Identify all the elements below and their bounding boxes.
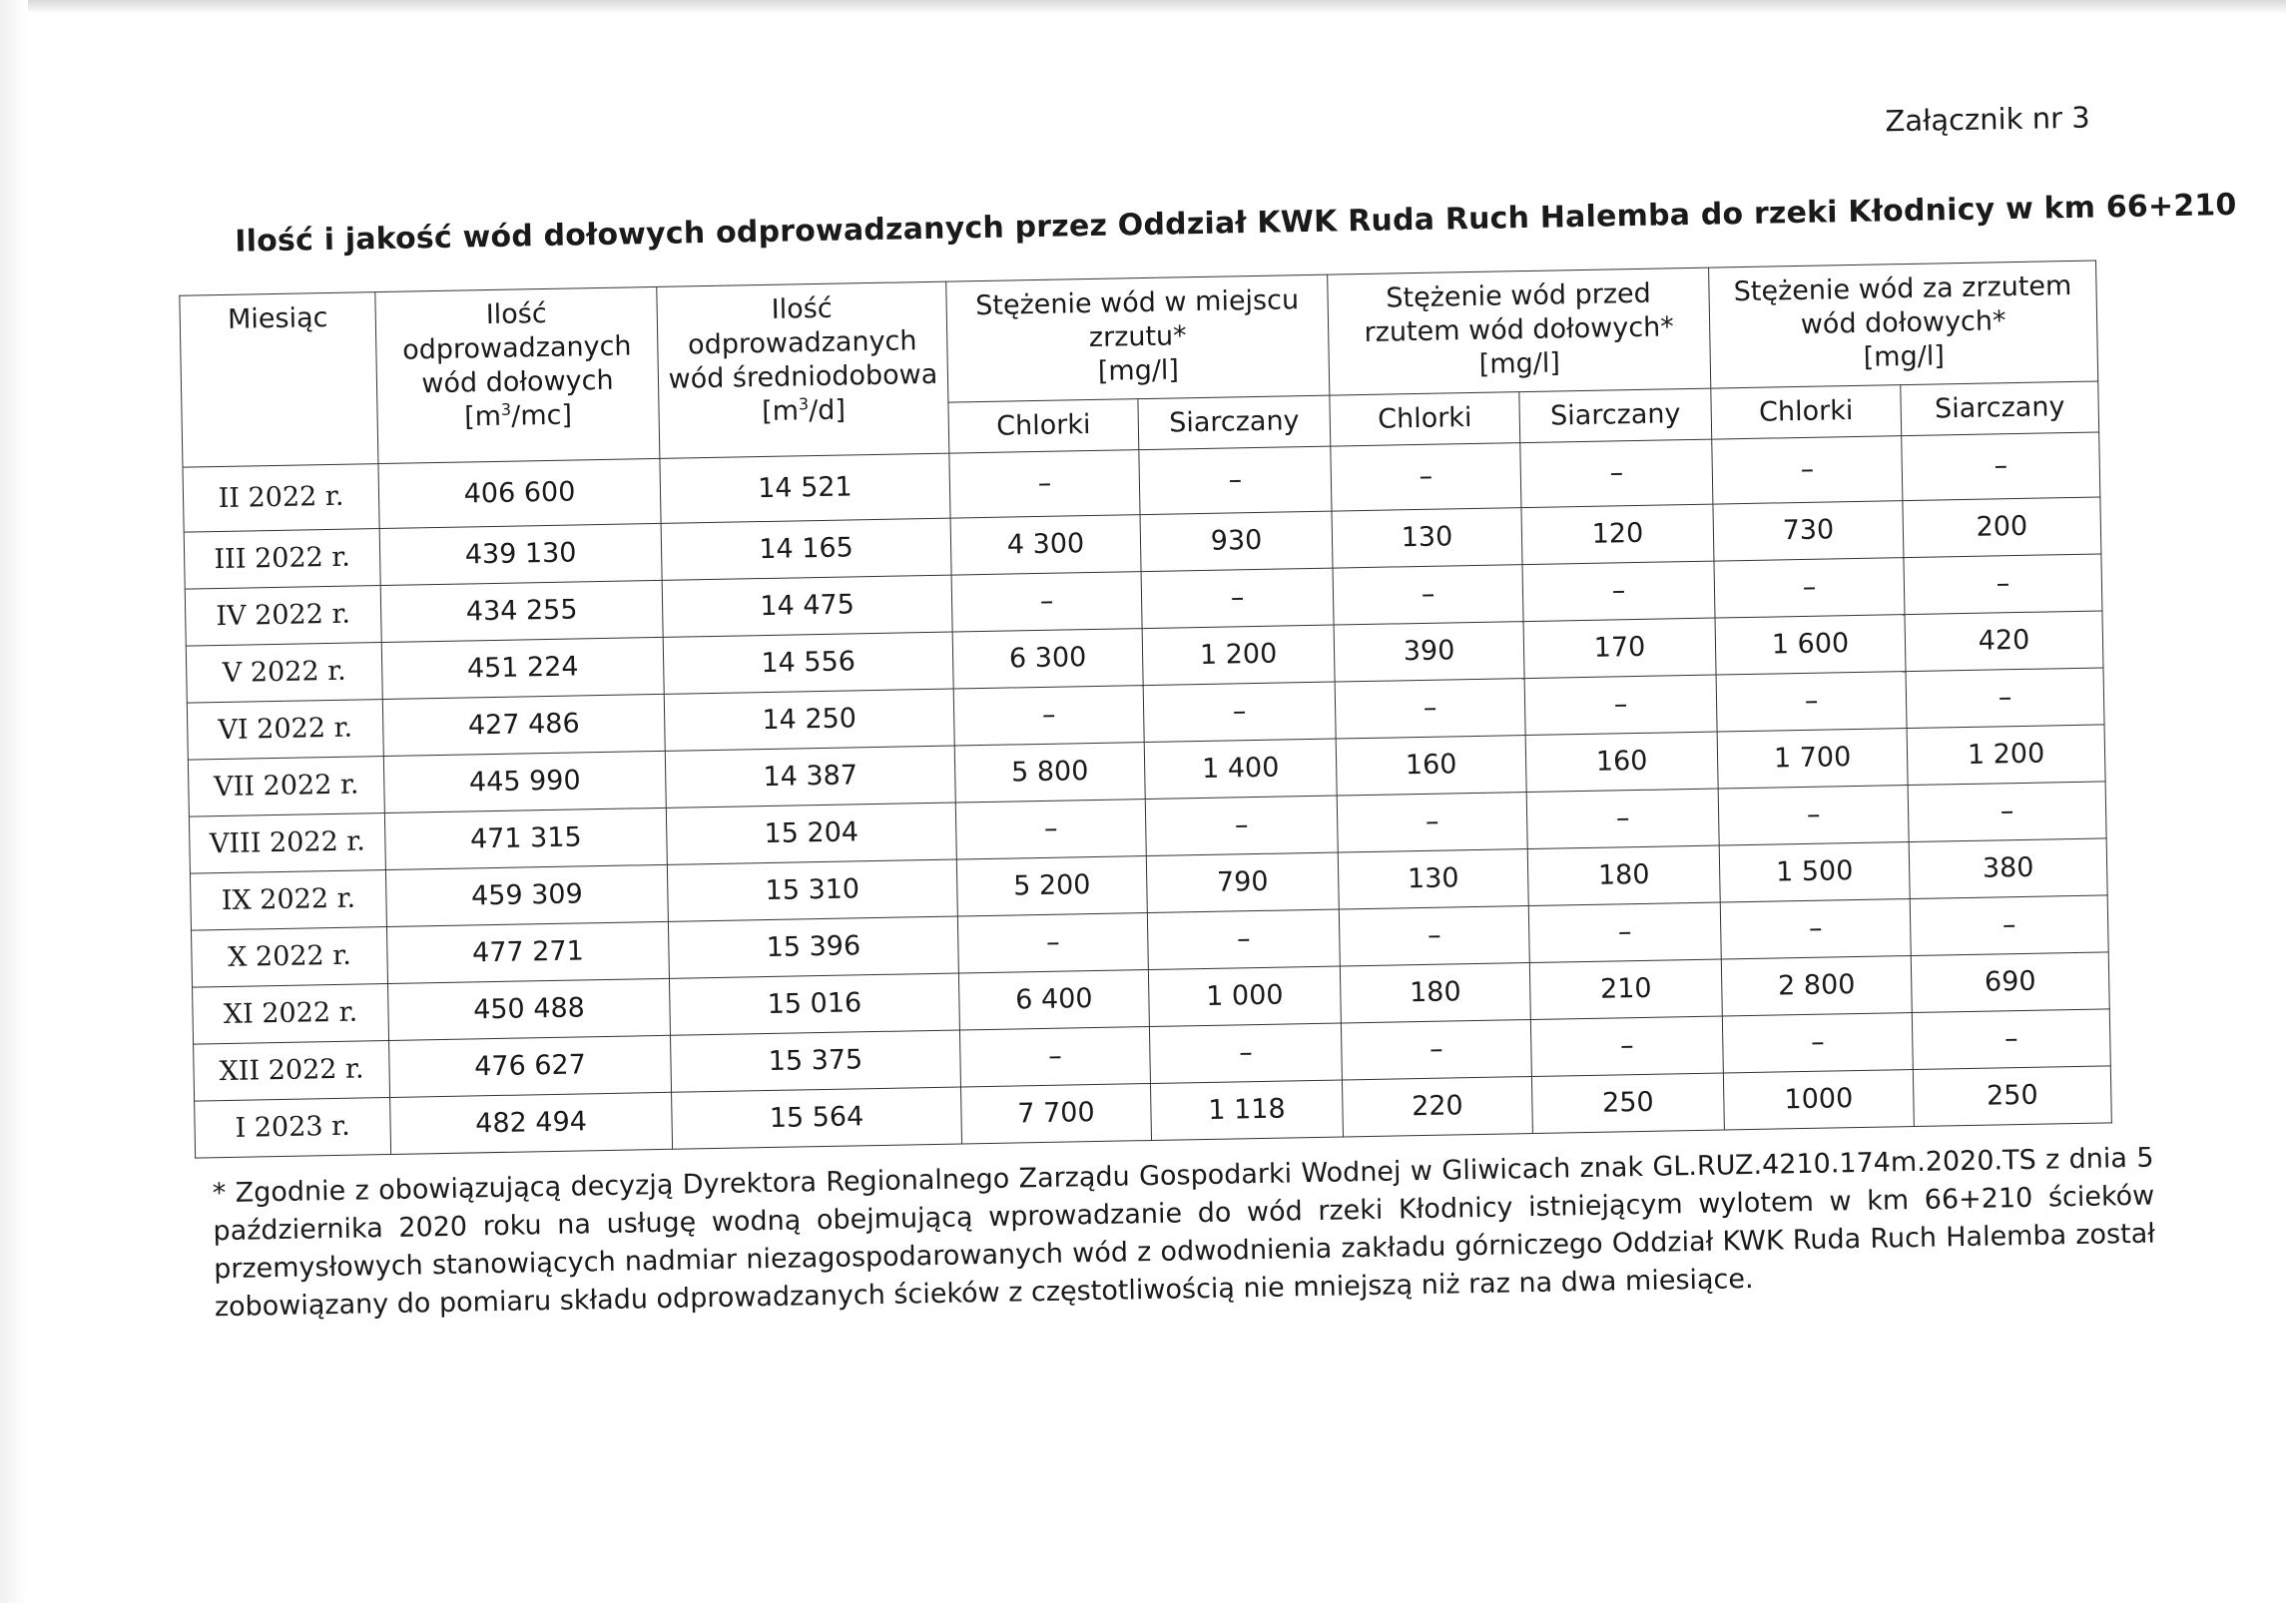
cell-discharge-chlorides: 6 300 — [952, 629, 1143, 689]
cell-discharge-chlorides: – — [955, 800, 1146, 859]
cell-discharge-chlorides: 4 300 — [950, 515, 1141, 575]
cell-discharge-chlorides: – — [957, 913, 1148, 973]
cell-after-chlorides: 1 500 — [1719, 842, 1910, 902]
cell-after-chlorides: 2 800 — [1721, 956, 1912, 1016]
cell-before-sulfates: 170 — [1523, 618, 1716, 679]
cell-before-sulfates: 250 — [1531, 1073, 1724, 1134]
cell-before-chlorides: – — [1339, 906, 1529, 966]
cell-after-chlorides: – — [1714, 558, 1905, 618]
cell-before-sulfates: – — [1526, 789, 1719, 849]
water-quality-table — [179, 261, 2112, 1159]
cell-after-chlorides: – — [1720, 899, 1911, 959]
cell-qty-monthly: 476 627 — [389, 1035, 672, 1097]
cell-month: VII 2022 r. — [188, 757, 384, 817]
cell-month: II 2022 r. — [183, 464, 379, 533]
cell-before-sulfates: – — [1520, 439, 1713, 508]
header-after-sulfates: Siarczany — [1901, 381, 2099, 436]
cell-month: VI 2022 r. — [187, 700, 383, 761]
cell-after-sulfates: – — [1910, 895, 2108, 956]
cell-discharge-chlorides: – — [949, 450, 1140, 518]
cell-after-sulfates: – — [1908, 782, 2106, 842]
cell-qty-daily: 14 387 — [665, 746, 955, 808]
cell-after-sulfates: – — [1912, 1009, 2110, 1070]
cell-before-sulfates: – — [1528, 902, 1721, 963]
cell-discharge-sulfates: 1 000 — [1148, 966, 1341, 1027]
cell-qty-monthly: 434 255 — [380, 580, 663, 642]
header-conc-after-label: Stężenie wód za zrzutem wód dołowych* — [1733, 270, 2072, 340]
header-before-chlorides: Chlorki — [1330, 392, 1520, 446]
cell-before-chlorides: – — [1333, 565, 1523, 625]
cell-qty-daily: 14 475 — [662, 575, 952, 637]
cell-qty-monthly: 445 990 — [383, 751, 666, 812]
cell-qty-monthly: 471 315 — [384, 808, 667, 869]
cell-qty-daily: 15 375 — [671, 1030, 961, 1092]
cell-month: III 2022 r. — [184, 529, 380, 590]
header-discharge-chlorides: Chlorki — [948, 399, 1139, 453]
cell-discharge-sulfates: – — [1149, 1023, 1342, 1084]
cell-month: IX 2022 r. — [190, 870, 386, 931]
cell-discharge-sulfates: 1 400 — [1144, 739, 1337, 800]
cell-discharge-chlorides: – — [959, 1027, 1150, 1087]
cell-discharge-sulfates: 1 118 — [1150, 1080, 1343, 1141]
cell-month: I 2023 r. — [195, 1097, 391, 1158]
cell-qty-daily: 15 016 — [669, 973, 959, 1035]
cell-before-sulfates: 210 — [1529, 959, 1722, 1020]
header-conc-before-unit: [mg/l] — [1478, 347, 1561, 380]
cell-before-sulfates: 180 — [1527, 845, 1720, 906]
cell-after-sulfates: – — [1902, 432, 2100, 501]
cell-discharge-chlorides: 5 800 — [954, 743, 1145, 803]
cell-after-chlorides: 730 — [1713, 501, 1904, 561]
cell-after-chlorides: – — [1718, 786, 1909, 845]
cell-after-sulfates: 1 200 — [1907, 725, 2105, 786]
cell-after-sulfates: 420 — [1905, 611, 2103, 672]
cell-discharge-sulfates: 790 — [1146, 852, 1339, 913]
header-qty-monthly-label: Ilość odprowadzanych wód dołowych — [401, 297, 632, 400]
cell-after-chlorides: 1 600 — [1715, 615, 1906, 675]
cell-qty-monthly: 477 271 — [386, 921, 669, 983]
cell-after-sulfates: – — [1904, 554, 2102, 615]
cell-qty-daily: 15 564 — [672, 1087, 962, 1149]
cell-after-sulfates: 200 — [1903, 497, 2101, 558]
cell-discharge-chlorides: 7 700 — [960, 1084, 1151, 1144]
cell-qty-daily: 14 556 — [663, 632, 953, 694]
cell-discharge-chlorides: 6 400 — [958, 970, 1149, 1030]
cell-qty-daily: 14 250 — [664, 689, 954, 751]
cell-month: XII 2022 r. — [194, 1040, 390, 1101]
header-qty-monthly-unit: $[m^3/mc]$ — [463, 399, 573, 433]
cell-qty-monthly: 406 600 — [378, 458, 661, 528]
header-conc-before — [1328, 268, 1711, 395]
cell-after-chlorides: – — [1712, 436, 1903, 504]
header-qty-daily-label: Ilość odprowadzanych wód średniodobowa — [668, 292, 938, 395]
cell-before-sulfates: – — [1530, 1016, 1723, 1077]
cell-discharge-sulfates: – — [1139, 446, 1332, 515]
cell-month: V 2022 r. — [186, 643, 382, 704]
cell-qty-daily: 15 204 — [666, 803, 956, 864]
cell-qty-monthly: 439 130 — [379, 523, 662, 585]
cell-after-chlorides: – — [1716, 672, 1907, 732]
cell-after-sulfates: 380 — [1909, 838, 2107, 899]
header-before-sulfates: Siarczany — [1519, 388, 1712, 443]
header-conc-discharge-label: Stężenie wód w miejscu zrzutu* — [974, 284, 1300, 354]
header-conc-discharge-unit: [mg/l] — [1097, 354, 1180, 387]
header-qty-daily-unit: $[m^3/d]$ — [761, 394, 847, 428]
annex-label: Załącznik nr 3 — [1885, 100, 2090, 139]
cell-before-chlorides: – — [1341, 1020, 1531, 1080]
cell-discharge-sulfates: – — [1147, 909, 1340, 970]
cell-month: X 2022 r. — [191, 927, 387, 988]
cell-discharge-chlorides: – — [953, 686, 1144, 746]
cell-month: VIII 2022 r. — [189, 813, 385, 874]
cell-month: XI 2022 r. — [193, 983, 389, 1044]
document-title: Ilość i jakość wód dołowych odprowadzanych przez Oddział KWK Ruda Ruch Halemba do rzeki Kłodnicy w km 66+210 — [235, 187, 2237, 260]
cell-qty-monthly: 482 494 — [390, 1092, 673, 1154]
cell-before-sulfates: 120 — [1521, 504, 1714, 565]
cell-discharge-chlorides: 5 200 — [956, 856, 1147, 916]
cell-discharge-sulfates: 1 200 — [1142, 625, 1335, 686]
cell-discharge-sulfates: – — [1145, 796, 1338, 856]
cell-discharge-sulfates: – — [1141, 568, 1334, 629]
cell-before-sulfates: – — [1524, 675, 1717, 736]
cell-after-sulfates: 690 — [1911, 952, 2109, 1013]
cell-before-sulfates: – — [1522, 561, 1715, 622]
header-conc-after-unit: [mg/l] — [1863, 340, 1946, 373]
cell-before-sulfates: 160 — [1525, 732, 1718, 793]
cell-qty-monthly: 459 309 — [385, 864, 668, 926]
header-qty-daily — [657, 281, 949, 458]
cell-discharge-chlorides: – — [951, 572, 1142, 632]
cell-after-sulfates: 250 — [1913, 1066, 2111, 1127]
cell-month: IV 2022 r. — [185, 586, 381, 647]
cell-qty-monthly: 450 488 — [388, 978, 671, 1040]
header-month-label: Miesiąc — [227, 301, 328, 335]
footnote: * Zgodnie z obowiązującą decyzją Dyrektora Regionalnego Zarządu Gospodarki Wodnej w Gliwicach znak GL.RUZ.4210.174m.2020.TS z dnia 5 października 2020 roku na usługę wodną obejmującą wprowadzanie do wód rzeki Kłodnicy istniejącym wylotem w km 66+210 ścieków przemysłowych stanowiących nadmiar niezagospodarowanych wód z odwodnienia zakładu górniczego Oddział KWK Ruda Ruch Halemba został zobowiązany do pomiaru składu odprowadzanych ścieków z częstotliwością nie mniejszą niż raz na dwa miesiące. — [212, 1142, 2156, 1324]
cell-after-chlorides: 1 700 — [1717, 729, 1908, 789]
header-qty-monthly — [375, 286, 660, 463]
cell-after-chlorides: – — [1722, 1013, 1913, 1073]
cell-before-chlorides: – — [1337, 793, 1527, 852]
cell-qty-daily: 14 165 — [661, 518, 951, 580]
header-discharge-sulfates: Siarczany — [1138, 395, 1331, 450]
cell-qty-monthly: 451 224 — [381, 637, 664, 699]
cell-before-chlorides: – — [1335, 679, 1525, 739]
cell-after-sulfates: – — [1906, 668, 2104, 729]
header-conc-discharge — [946, 274, 1330, 402]
cell-qty-daily: 15 310 — [667, 859, 957, 921]
cell-before-chlorides: 130 — [1338, 849, 1528, 909]
cell-before-chlorides: 390 — [1334, 622, 1524, 682]
cell-after-chlorides: 1000 — [1723, 1070, 1914, 1130]
cell-qty-daily: 15 396 — [668, 916, 958, 978]
cell-before-chlorides: 160 — [1336, 736, 1526, 796]
cell-before-chlorides: 220 — [1342, 1077, 1532, 1137]
header-month — [180, 292, 378, 468]
header-conc-after — [1709, 261, 2098, 388]
cell-discharge-sulfates: 930 — [1140, 511, 1333, 572]
header-conc-before-label: Stężenie wód przed rzutem wód dołowych* — [1364, 277, 1675, 348]
cell-before-chlorides: – — [1331, 443, 1521, 511]
cell-before-chlorides: 180 — [1340, 963, 1530, 1023]
cell-qty-monthly: 427 486 — [382, 694, 665, 756]
cell-qty-daily: 14 521 — [660, 453, 950, 523]
cell-discharge-sulfates: – — [1143, 682, 1336, 743]
header-after-chlorides: Chlorki — [1711, 385, 1902, 439]
cell-before-chlorides: 130 — [1332, 508, 1522, 568]
